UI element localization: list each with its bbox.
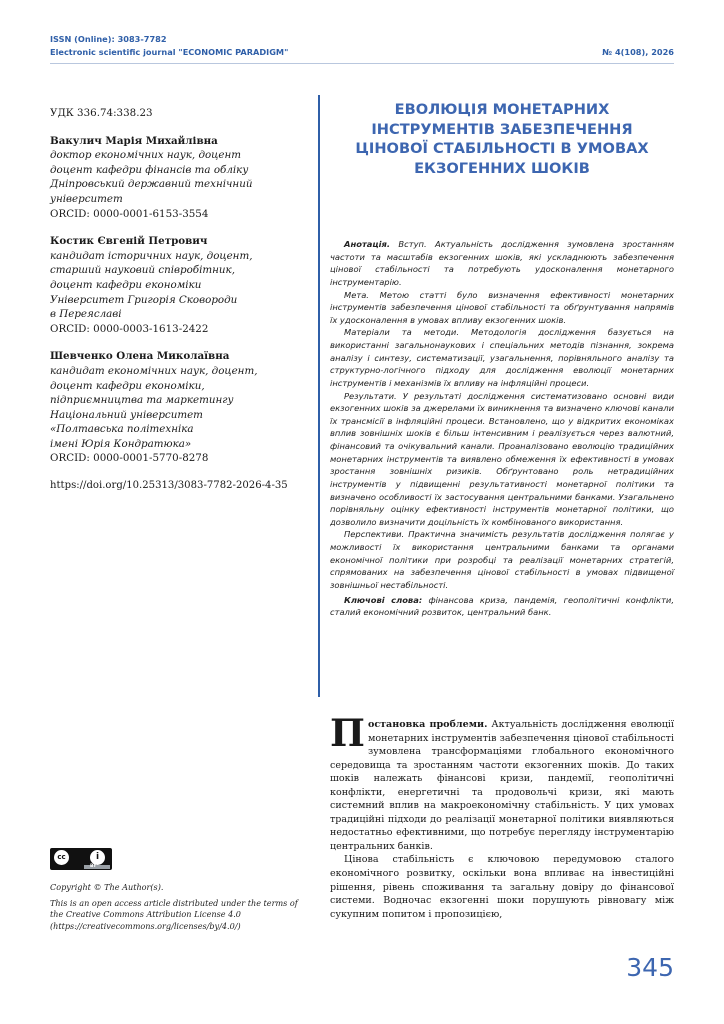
drop-cap: П: [330, 711, 365, 755]
author-name: Вакулич Марія Михайлівна: [50, 134, 218, 147]
author-column: [50, 106, 312, 494]
paragraph: Цінова стабільність є ключовою передумовою сталого економічного розвитку, оскільки вона впливає на інвестиційні рішення, рівень споживання та загальну довіру до фінансової системи. Водночас екзогенні шоки порушують рівновагу між сукупним попитом і пропозицією,: [330, 854, 674, 920]
article-title: ЕВОЛЮЦІЯ МОНЕТАРНИХ ІНСТРУМЕНТІВ ЗАБЕЗПЕЧЕННЯ ЦІНОВОЇ СТАБІЛЬНОСТІ В УМОВАХ ЕКЗОГЕННИХ ШОКІВ: [355, 101, 649, 177]
author-orcid[interactable]: ORCID: 0000-0003-1613-2422: [50, 322, 209, 335]
abstract-intro: Вступ. Актуальність дослідження зумовлена зростанням частоти та масштабів екзогенних шоків, які ускладнюють забезпечення цінової стабільності та потребують удосконалення монетарного інструментарію.: [330, 239, 674, 287]
keywords-label: Ключові слова:: [344, 594, 423, 605]
page-number: 345: [626, 953, 674, 982]
header-divider: [50, 63, 674, 64]
doi-link[interactable]: https://doi.org/10.25313/3083-7782-2026-4-35: [50, 480, 288, 492]
author-affiliation: кандидат історичних наук, доцент, старший науковий співробітник, доцент кафедри економіки Університет Григорія Сковороди в Переяславі: [50, 249, 253, 321]
issn: ISSN (Online): 3083-7782: [50, 34, 167, 44]
author-affiliation: кандидат економічних наук, доцент, доцент кафедри економіки, підприємництва та маркетингу Національний університет «Полтавська політехніка імені Юрія Кондратюка»: [50, 364, 258, 450]
abstract-prospects: Перспективи. Практична значимість результатів дослідження полягає у можливості їх використання центральними банками та органами економічної політики при розробці та реалізації монетарних стратегій, спрямованих на забезпечення цінової стабільності в умовах підвищеної зовнішньої нестабільності.: [330, 529, 674, 590]
author-orcid[interactable]: ORCID: 0000-0001-6153-3554: [50, 207, 209, 220]
author-block: [50, 134, 312, 222]
abstract-goal: Мета. Метою статті було визначення ефективності монетарних інструментів забезпечення цінової стабільності та обґрунтування напрямів їх удосконалення в умовах впливу екзогенних шоків.: [330, 289, 674, 325]
author-affiliation: доктор економічних наук, доцент доцент кафедри фінансів та обліку Дніпровський державний технічний університет: [50, 149, 253, 205]
author-name: Костик Євгеній Петрович: [50, 235, 208, 248]
abstract-label: Анотація.: [344, 239, 390, 249]
journal-name: Electronic scientific journal "ECONOMIC PARADIGM": [50, 46, 289, 57]
abstract-results: Результати. У результаті дослідження систематизовано основні види екзогенних шоків за джерелами їх виникнення та визначено ключові канали їх трансмісії в інфляційні процеси. Встановлено, що у відкритих економіках вплив зовнішніх шоків є більш інтенсивним і реалізується через валютний, фінансовий та очікувальний канали. Проаналізовано еволюцію традиційних монетарних інструментів та виявлено обмеження їх ефективності в умовах зростання зовнішніх ризиків. Обґрунтовано роль нетрадиційних інструментів у підвищенні результативності монетарної політики та визначено особливості їх застосування центральними банками. Узагальнено порівняльну оцінку ефективності інструментів монетарної політики, що дозволило визначити доцільність їх комбінованого використання.: [330, 390, 674, 527]
column-divider: [318, 95, 320, 697]
badge-band: [84, 865, 110, 869]
issue-number: № 4(108), 2026: [602, 46, 674, 57]
author-orcid[interactable]: ORCID: 0000-0001-5770-8278: [50, 452, 209, 465]
section-heading: остановка проблеми.: [367, 719, 488, 730]
udc-code: УДК 336.74:338.23: [50, 107, 153, 119]
copyright: Copyright © The Author(s).: [50, 882, 164, 892]
author-block: [50, 349, 312, 466]
author-block: [50, 234, 312, 336]
abstract: [330, 238, 674, 619]
running-header: [50, 33, 674, 58]
license-note: [50, 882, 312, 932]
keywords: фінансова криза, пандемія, геополітичні конфлікти, сталий економічний розвиток, центральний банк.: [330, 594, 675, 618]
by-label: BY: [90, 864, 97, 869]
cc-icon: cc: [54, 850, 69, 865]
author-name: Шевченко Олена Миколаївна: [50, 350, 230, 363]
paragraph: Актуальність дослідження еволюції монетарних інструментів забезпечення цінової стабільності зумовлена трансформаціями глобального економічного середовища та зростанням частоти екзогенних шоків. До таких шоків належать фінансові кризи, пандемії, геополітичні конфлікти, енергетичні та продовольчі кризи, які мають системний вплив на макроекономічну стабільність. У цих умовах традиційні підходи до реалізації монетарної політики виявляються недостатньо ефективними, що потребує перегляду інструментарію центральних банків.: [330, 719, 675, 852]
cc-by-license-badge[interactable]: [50, 848, 112, 870]
abstract-methods: Матеріали та методи. Методологія дослідження базується на використанні загальнонаукових і спеціальних методів пізнання, зокрема аналізу і синтезу, систематизації, узагальнення, порівняльного аналізу та структурно-логічного підходу для дослідження еволюції монетарних інструментів і механізмів їх впливу на інфляційні процеси.: [330, 327, 674, 388]
license-text: This is an open access article distributed under the terms of the Creative Commons Attribution License 4.0 (https://creativecommons.org/licenses/by/4.0/): [50, 898, 298, 931]
body-text: [330, 711, 675, 921]
attribution-icon: i: [90, 850, 105, 865]
